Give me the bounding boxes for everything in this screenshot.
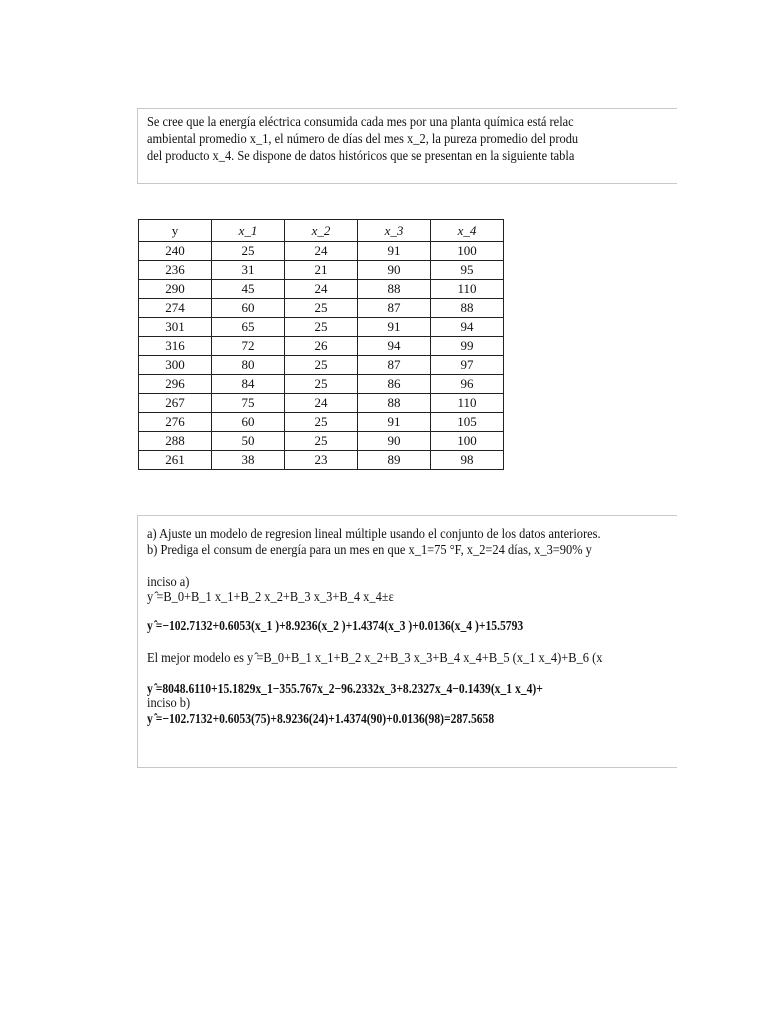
answer-box: [137, 515, 677, 768]
intro-line-2: ambiental promedio x_1, el número de días del mes x_2, la pureza promedio del produ: [147, 131, 579, 146]
table-cell-x4: 96: [431, 375, 504, 394]
table-cell-x3: 88: [358, 394, 431, 413]
header-x4: x_4: [431, 220, 504, 242]
intro-text-box: [137, 108, 677, 184]
table-cell-y: 316: [139, 337, 212, 356]
table-cell-x4: 110: [431, 394, 504, 413]
table-cell-x3: 94: [358, 337, 431, 356]
inciso-b-label: inciso b): [147, 695, 191, 710]
table-cell-x3: 91: [358, 242, 431, 261]
table-cell-x1: 60: [212, 413, 285, 432]
table-row: [139, 299, 504, 318]
intro-line-1: Se cree que la energía eléctrica consumida cada mes por una planta química está relac: [147, 114, 574, 129]
table-cell-x3: 87: [358, 356, 431, 375]
question-a: a) Ajuste un modelo de regresion lineal múltiple usando el conjunto de los datos anteriores.: [147, 526, 601, 541]
table-cell-x4: 88: [431, 299, 504, 318]
table-row: [139, 337, 504, 356]
table-cell-y: 240: [139, 242, 212, 261]
table-cell-x3: 91: [358, 413, 431, 432]
table-cell-x2: 25: [285, 356, 358, 375]
table-cell-x2: 25: [285, 299, 358, 318]
prediction-equation: y ̂=−102.7132+0.6053(75)+8.9236(24)+1.4374(90)+0.0136(98)=287.5658: [147, 711, 495, 726]
fitted-model-equation: y ̂=−102.7132+0.6053(x_1 )+8.9236(x_2 )+1.4374(x_3 )+0.0136(x_4 )+15.5793: [147, 618, 524, 633]
table-cell-x4: 94: [431, 318, 504, 337]
table-cell-y: 274: [139, 299, 212, 318]
table-header-row: [139, 220, 504, 242]
table-cell-x1: 65: [212, 318, 285, 337]
inciso-a-label: inciso a): [147, 574, 190, 589]
table-cell-y: 301: [139, 318, 212, 337]
table-cell-y: 276: [139, 413, 212, 432]
table-row: [139, 394, 504, 413]
table-cell-x1: 80: [212, 356, 285, 375]
table-row: [139, 261, 504, 280]
table-cell-x2: 21: [285, 261, 358, 280]
table-cell-y: 236: [139, 261, 212, 280]
table-row: [139, 375, 504, 394]
table-cell-x2: 25: [285, 432, 358, 451]
table-row: [139, 318, 504, 337]
header-x2: x_2: [285, 220, 358, 242]
table-cell-y: 288: [139, 432, 212, 451]
best-fitted-equation: y ̂=8048.6110+15.1829x_1−355.767x_2−96.2332x_3+8.2327x_4−0.1439(x_1 x_4)+: [147, 681, 543, 696]
table-cell-x3: 87: [358, 299, 431, 318]
table-cell-x3: 88: [358, 280, 431, 299]
table-cell-x4: 98: [431, 451, 504, 470]
table-cell-x3: 91: [358, 318, 431, 337]
table-cell-x3: 90: [358, 261, 431, 280]
table-cell-y: 267: [139, 394, 212, 413]
table-cell-x2: 25: [285, 318, 358, 337]
table-cell-x1: 31: [212, 261, 285, 280]
table-cell-x1: 72: [212, 337, 285, 356]
table-row: [139, 280, 504, 299]
table-cell-x4: 97: [431, 356, 504, 375]
table-cell-x4: 110: [431, 280, 504, 299]
table-cell-x3: 86: [358, 375, 431, 394]
header-y: y: [139, 220, 212, 242]
table-cell-y: 261: [139, 451, 212, 470]
table-cell-x1: 60: [212, 299, 285, 318]
table-cell-x4: 99: [431, 337, 504, 356]
table-cell-y: 290: [139, 280, 212, 299]
general-model-equation: y ̂=B_0+B_1 x_1+B_2 x_2+B_3 x_3+B_4 x_4±ε: [147, 589, 394, 604]
header-x3: x_3: [358, 220, 431, 242]
table-cell-x3: 90: [358, 432, 431, 451]
best-model-equation: El mejor modelo es y ̂=B_0+B_1 x_1+B_2 x_2+B_3 x_3+B_4 x_4+B_5 (x_1 x_4)+B_6 (x: [147, 650, 603, 665]
table-cell-x4: 105: [431, 413, 504, 432]
table-cell-x4: 95: [431, 261, 504, 280]
header-x1: x_1: [212, 220, 285, 242]
table-cell-x4: 100: [431, 242, 504, 261]
question-b: b) Prediga el consum de energía para un mes en que x_1=75 °F, x_2=24 días, x_3=90% y: [147, 542, 592, 557]
table-body: [139, 242, 504, 470]
table-cell-x2: 26: [285, 337, 358, 356]
table-cell-y: 296: [139, 375, 212, 394]
table-row: [139, 451, 504, 470]
table-row: [139, 356, 504, 375]
table-row: [139, 413, 504, 432]
table-cell-x1: 84: [212, 375, 285, 394]
table-cell-x1: 75: [212, 394, 285, 413]
table-cell-x2: 24: [285, 394, 358, 413]
table-cell-x2: 25: [285, 413, 358, 432]
table-cell-x1: 25: [212, 242, 285, 261]
table-cell-x2: 24: [285, 280, 358, 299]
table-cell-x1: 45: [212, 280, 285, 299]
table-cell-x4: 100: [431, 432, 504, 451]
table-row: [139, 432, 504, 451]
data-table: [138, 219, 504, 470]
table-cell-y: 300: [139, 356, 212, 375]
table-cell-x1: 50: [212, 432, 285, 451]
table-cell-x2: 24: [285, 242, 358, 261]
table-cell-x2: 25: [285, 375, 358, 394]
table-row: [139, 242, 504, 261]
table-cell-x3: 89: [358, 451, 431, 470]
table-cell-x1: 38: [212, 451, 285, 470]
table-cell-x2: 23: [285, 451, 358, 470]
intro-line-3: del producto x_4. Se dispone de datos históricos que se presentan en la siguiente tabla: [147, 148, 575, 163]
